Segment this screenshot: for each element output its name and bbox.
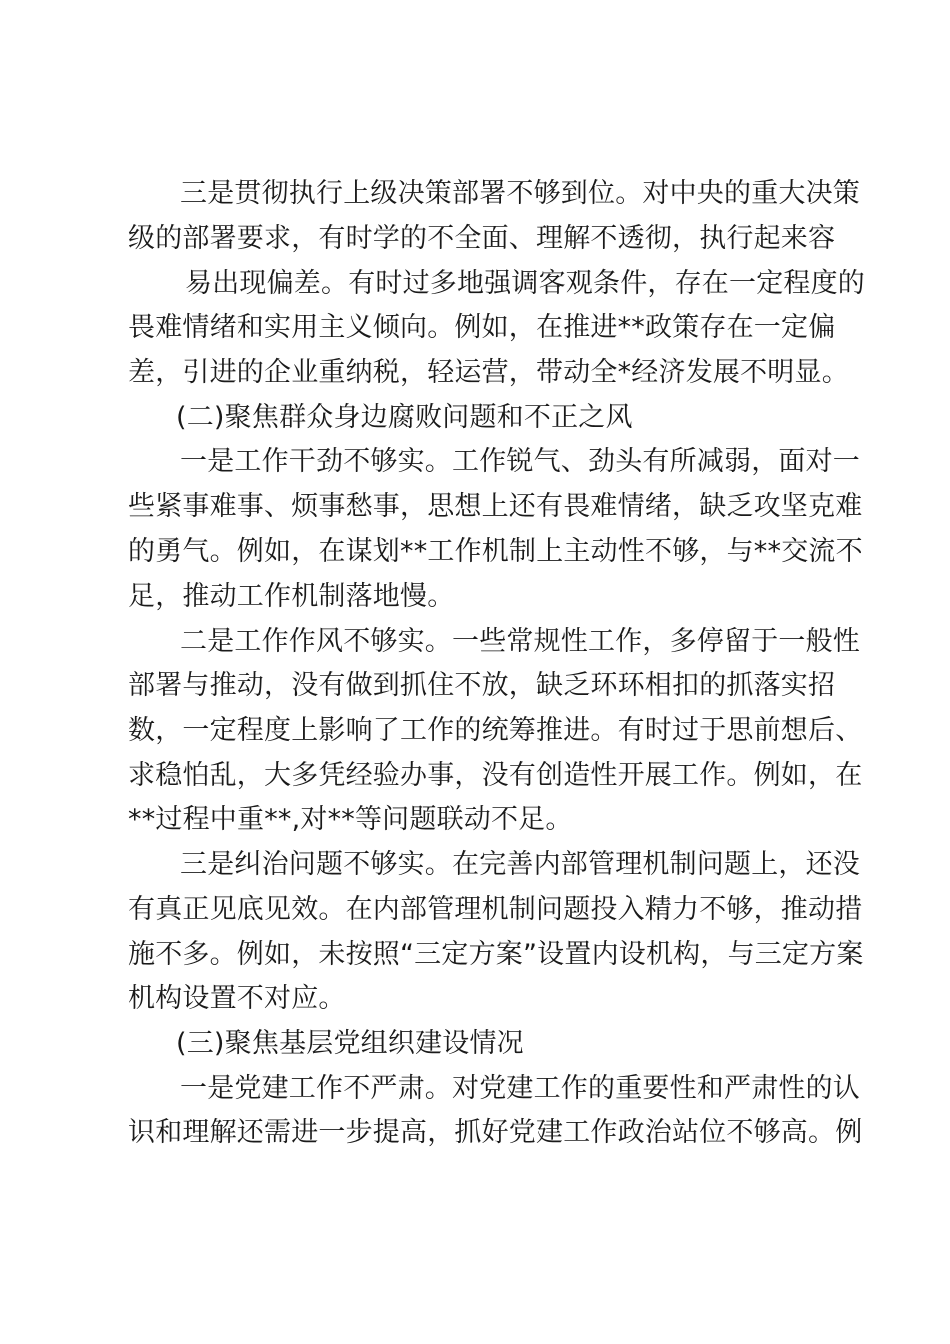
- paragraph-line: 差，引进的企业重纳税，轻运营，带动全*经济发展不明显。: [128, 357, 849, 388]
- section-heading: (二)聚焦群众身边腐败问题和不正之风: [176, 402, 633, 433]
- paragraph-line: 有真正见底见效。在内部管理机制问题投入精力不够，推动措: [128, 894, 863, 925]
- section-heading: (三)聚焦基层党组织建设情况: [176, 1028, 524, 1059]
- paragraph-line: 易出现偏差。有时过多地强调客观条件，存在一定程度的: [185, 268, 865, 299]
- paragraph-line: 三是贯彻执行上级决策部署不够到位。对中央的重大决策: [180, 178, 860, 209]
- paragraph-line: 足，推动工作机制落地慢。: [128, 581, 455, 612]
- paragraph-line: 识和理解还需进一步提高，抓好党建工作政治站位不够高。例: [128, 1117, 863, 1148]
- paragraph-line: **过程中重**,对**等问题联动不足。: [128, 804, 573, 835]
- paragraph-line: 畏难情绪和实用主义倾向。例如，在推进**政策存在一定偏: [128, 312, 836, 343]
- paragraph-line: 机构设置不对应。: [128, 983, 346, 1014]
- paragraph-line: 施不多。例如，未按照“三定方案”设置内设机构，与三定方案: [128, 939, 864, 970]
- paragraph-line: 数，一定程度上影响了工作的统筹推进。有时过于思前想后、: [128, 715, 863, 746]
- paragraph-line: 部署与推动，没有做到抓住不放，缺乏环环相扣的抓落实招: [128, 670, 836, 701]
- paragraph-line: 二是工作作风不够实。一些常规性工作，多停留于一般性: [180, 626, 860, 657]
- paragraph-line: 一是党建工作不严肃。对党建工作的重要性和严肃性的认: [180, 1073, 860, 1104]
- paragraph-line: 些紧事难事、烦事愁事，思想上还有畏难情绪，缺乏攻坚克难: [128, 491, 863, 522]
- paragraph-line: 的勇气。例如，在谋划**工作机制上主动性不够，与**交流不: [128, 536, 863, 567]
- paragraph-line: 级的部署要求，有时学的不全面、理解不透彻，执行起来容: [128, 223, 836, 254]
- paragraph-line: 三是纠治问题不够实。在完善内部管理机制问题上，还没: [180, 849, 860, 880]
- paragraph-line: 一是工作干劲不够实。工作锐气、劲头有所减弱，面对一: [180, 446, 860, 477]
- paragraph-line: 求稳怕乱，大多凭经验办事，没有创造性开展工作。例如，在: [128, 760, 863, 791]
